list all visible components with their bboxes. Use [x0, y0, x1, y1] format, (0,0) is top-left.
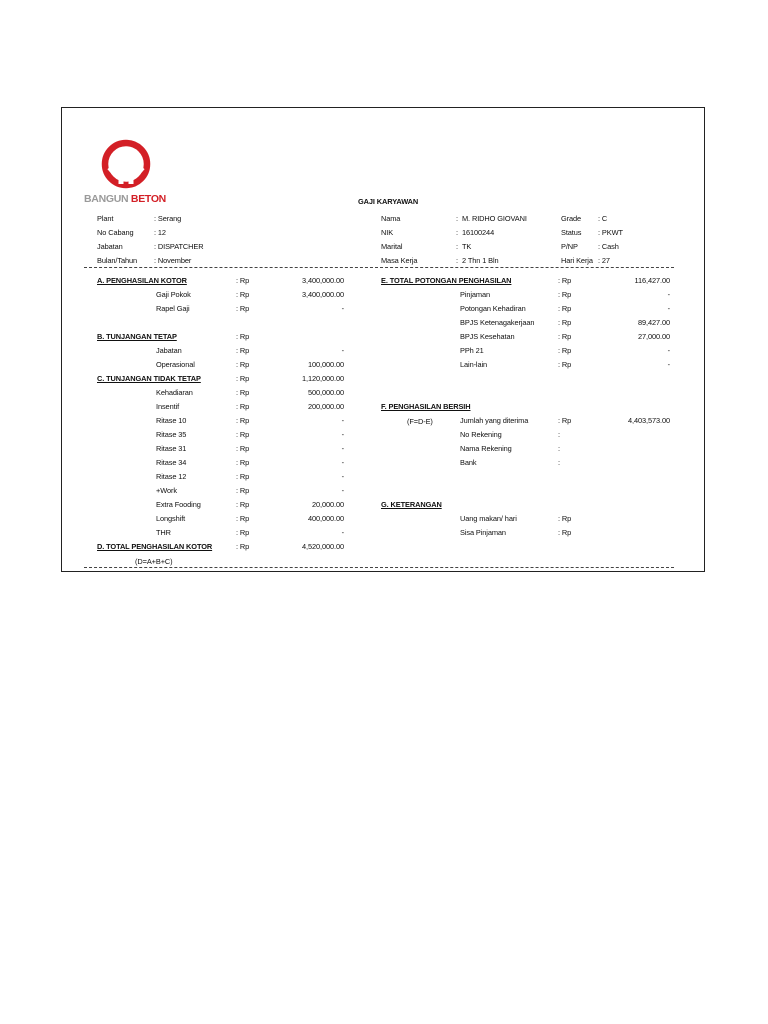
section-header: A. PENGHASILAN KOTOR [97, 276, 187, 285]
info-value: : November [154, 256, 192, 265]
currency-label: : Rp [558, 332, 572, 341]
info-value: : 27 [598, 256, 610, 265]
amount-value: 27,000.00 [638, 332, 670, 341]
divider-top [84, 267, 674, 268]
line-item-label: Ritase 12 [156, 472, 187, 481]
info-value: : DISPATCHER [154, 242, 204, 251]
section-header: C. TUNJANGAN TIDAK TETAP [97, 374, 201, 383]
amount-value: 4,403,573.00 [628, 416, 670, 425]
line-item-label: No Rekening [460, 430, 502, 439]
currency-label: : Rp [236, 374, 250, 383]
amount-value: - [667, 304, 670, 313]
amount-value: - [341, 472, 344, 481]
currency-label: : Rp [558, 318, 572, 327]
page-title: GAJI KARYAWAN [358, 197, 419, 206]
info-value: : PKWT [598, 228, 623, 237]
amount-value: 4,520,000.00 [302, 542, 344, 551]
currency-label: : Rp [236, 430, 250, 439]
currency-label: : Rp [236, 304, 250, 313]
currency-label: : Rp [236, 444, 250, 453]
info-label: Grade [561, 214, 582, 223]
amount-value: 1,120,000.00 [302, 374, 344, 383]
info-label: Bulan/Tahun [97, 256, 137, 265]
info-value: : C [598, 214, 608, 223]
bangun-beton-logo-icon [100, 138, 152, 190]
info-value: 2 Thn 1 Bln [462, 256, 499, 265]
amount-value: - [341, 304, 344, 313]
info-label: P/NP [561, 242, 578, 251]
amount-value: - [341, 346, 344, 355]
line-item-label: Ritase 34 [156, 458, 187, 467]
info-value: : 12 [154, 228, 166, 237]
info-colon: : [456, 214, 458, 223]
line-item-label: Ritase 35 [156, 430, 187, 439]
info-label: Hari Kerja [561, 256, 593, 265]
amount-value: 3,400,000.00 [302, 290, 344, 299]
section-header: B. TUNJANGAN TETAP [97, 332, 177, 341]
currency-label: : Rp [236, 332, 250, 341]
currency-label: : Rp [236, 528, 250, 537]
amount-value: - [667, 360, 670, 369]
line-item-label: Insentif [156, 402, 180, 411]
line-item-label: Rapel Gaji [156, 304, 190, 313]
amount-value: - [667, 346, 670, 355]
line-item-label: Nama Rekening [460, 444, 512, 453]
currency-label: : Rp [558, 304, 572, 313]
line-item-label: BPJS Kesehatan [460, 332, 515, 341]
info-value: : Serang [154, 214, 182, 223]
amount-value: 500,000.00 [308, 388, 344, 397]
line-item-label: Ritase 10 [156, 416, 187, 425]
line-item-label: Uang makan/ hari [460, 514, 517, 523]
line-item-label: +Work [156, 486, 177, 495]
currency-label: : Rp [236, 542, 250, 551]
amount-value: - [341, 416, 344, 425]
currency-label: : Rp [558, 290, 572, 299]
currency-label: : Rp [236, 346, 250, 355]
line-item-label: Jumlah yang diterima [460, 416, 529, 425]
line-item-label: Sisa Pinjaman [460, 528, 506, 537]
currency-label: : Rp [236, 360, 250, 369]
amount-value: - [341, 458, 344, 467]
amount-value: 89,427.00 [638, 318, 670, 327]
info-colon: : [456, 256, 458, 265]
currency-label: : Rp [558, 360, 572, 369]
line-item-label: Kehadiaran [156, 388, 193, 397]
line-item-label: Bank [460, 458, 477, 467]
currency-label: : Rp [236, 472, 250, 481]
currency-label: : Rp [236, 416, 250, 425]
currency-label: : Rp [558, 346, 572, 355]
section-header: E. TOTAL POTONGAN PENGHASILAN [381, 276, 512, 285]
section-header: G. KETERANGAN [381, 500, 442, 509]
line-item-label: Potongan Kehadiran [460, 304, 526, 313]
brand-part1: BANGUN [84, 193, 129, 205]
line-item-label: Extra Fooding [156, 500, 201, 509]
info-label: Plant [97, 214, 114, 223]
line-item-label: BPJS Ketenagakerjaan [460, 318, 535, 327]
amount-value: 20,000.00 [312, 500, 344, 509]
currency-label: : Rp [236, 500, 250, 509]
currency-label: : [558, 430, 560, 439]
info-value: TK [462, 242, 472, 251]
line-item-label: Longshift [156, 514, 186, 523]
info-label: NIK [381, 228, 394, 237]
currency-label: : Rp [236, 388, 250, 397]
line-item-label: Ritase 31 [156, 444, 187, 453]
amount-value: 200,000.00 [308, 402, 344, 411]
info-colon: : [456, 228, 458, 237]
currency-label: : Rp [236, 276, 250, 285]
info-value: M. RIDHO GIOVANI [462, 214, 527, 223]
currency-label: : Rp [558, 528, 572, 537]
line-item-label: Pinjaman [460, 290, 491, 299]
brand-name [84, 193, 166, 205]
info-value: : Cash [598, 242, 619, 251]
currency-label: : Rp [558, 416, 572, 425]
formula-label: (D=A+B+C) [135, 557, 173, 566]
amount-value: - [667, 290, 670, 299]
amount-value: 3,400,000.00 [302, 276, 344, 285]
amount-value: - [341, 528, 344, 537]
info-label: Nama [381, 214, 401, 223]
line-item-label: THR [156, 528, 171, 537]
info-colon: : [456, 242, 458, 251]
divider-bottom [84, 567, 674, 568]
amount-value: - [341, 486, 344, 495]
section-header: D. TOTAL PENGHASILAN KOTOR [97, 542, 213, 551]
line-item-label: PPh 21 [460, 346, 484, 355]
line-item-label: Lain-lain [460, 360, 488, 369]
amount-value: - [341, 430, 344, 439]
currency-label: : Rp [558, 514, 572, 523]
info-label: No Cabang [97, 228, 134, 237]
currency-label: : Rp [236, 290, 250, 299]
currency-label: : Rp [236, 486, 250, 495]
info-label: Marital [381, 242, 403, 251]
section-header: F. PENGHASILAN BERSIH [381, 402, 471, 411]
amount-value: 400,000.00 [308, 514, 344, 523]
line-item-label: Jabatan [156, 346, 182, 355]
amount-value: 100,000.00 [308, 360, 344, 369]
info-label: Jabatan [97, 242, 123, 251]
info-label: Masa Kerja [381, 256, 418, 265]
brand-part2: BETON [130, 193, 166, 205]
line-item-label: Operasional [156, 360, 195, 369]
currency-label: : Rp [558, 276, 572, 285]
currency-label: : [558, 458, 560, 467]
info-label: Status [561, 228, 582, 237]
currency-label: : Rp [236, 458, 250, 467]
info-value: 16100244 [462, 228, 495, 237]
line-item-label: Gaji Pokok [156, 290, 191, 299]
currency-label: : [558, 444, 560, 453]
currency-label: : Rp [236, 402, 250, 411]
salary-slip [61, 107, 705, 572]
formula-label: (F=D-E) [407, 417, 433, 426]
currency-label: : Rp [236, 514, 250, 523]
amount-value: - [341, 444, 344, 453]
amount-value: 116,427.00 [634, 276, 670, 285]
